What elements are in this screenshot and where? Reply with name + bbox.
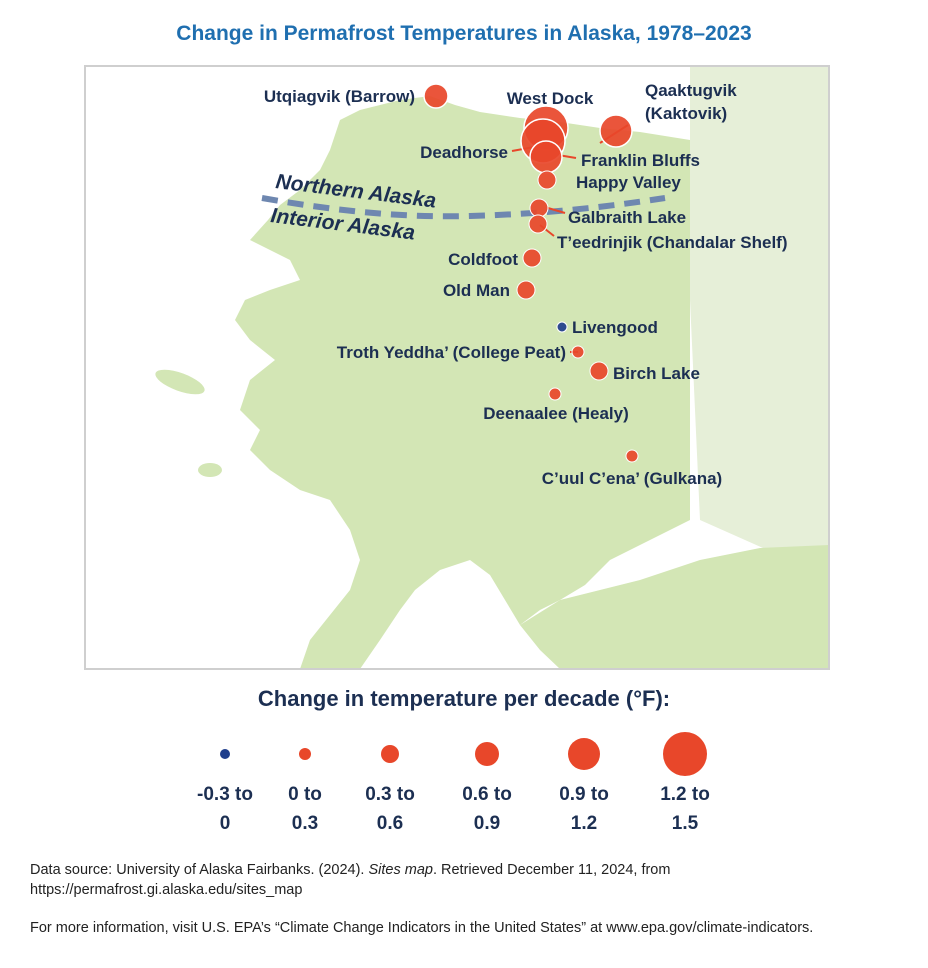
legend-label-bin-2-line1: 0.3 to bbox=[365, 784, 415, 805]
site-marker-galbraith-lake[interactable] bbox=[530, 199, 548, 217]
site-label-teedrinjik: T’eedrinjik (Chandalar Shelf) bbox=[557, 233, 788, 252]
legend-marker-bin-3 bbox=[475, 742, 499, 766]
more-info-note: For more information, visit U.S. EPA’s “Climate Change Indicators in the United States” at www.epa.gov/climate-indicators. bbox=[30, 920, 814, 936]
site-label-troth-yeddha: Troth Yeddha’ (College Peat) bbox=[336, 343, 566, 362]
site-marker-troth-yeddha[interactable] bbox=[572, 346, 584, 358]
source-title: Sites map bbox=[368, 862, 433, 878]
legend-label-bin-4-line1: 0.9 to bbox=[559, 784, 609, 805]
nunivak-island bbox=[198, 463, 222, 477]
legend-marker-bin-4 bbox=[568, 738, 600, 770]
canada-landmass bbox=[690, 66, 829, 570]
site-label-deenaalee: Deenaalee (Healy) bbox=[483, 404, 629, 423]
site-marker-birch-lake[interactable] bbox=[590, 362, 608, 380]
region-label-interior: Interior Alaska bbox=[269, 204, 417, 245]
site-label-qaaktugvik: Qaaktugvik bbox=[645, 81, 737, 100]
region-label-northern: Northern Alaska bbox=[274, 170, 438, 213]
site-marker-utqiagvik[interactable] bbox=[424, 84, 448, 108]
site-marker-franklin-bluffs[interactable] bbox=[530, 141, 562, 173]
source-url[interactable]: https://permafrost.gi.alaska.edu/sites_map bbox=[30, 882, 303, 898]
legend-label-bin-3-line2: 0.9 bbox=[473, 813, 501, 834]
site-label-west-dock: West Dock bbox=[506, 89, 594, 108]
site-marker-qaaktugvik[interactable] bbox=[600, 115, 632, 147]
legend-marker-bin-0 bbox=[220, 749, 230, 759]
legend-label-bin-0-line2: 0 bbox=[219, 813, 231, 834]
source-suffix: . Retrieved December 11, 2024, from bbox=[432, 862, 671, 878]
site-label-kaktovik: (Kaktovik) bbox=[645, 104, 728, 123]
data-source-note bbox=[30, 860, 910, 900]
legend-label-bin-4-line2: 1.2 bbox=[570, 813, 598, 834]
legend-marker-bin-2 bbox=[381, 745, 399, 763]
map-title: Change in Permafrost Temperatures in Alaska, 1978–2023 bbox=[176, 22, 752, 45]
site-label-cuul-cena: C’uul C’ena’ (Gulkana) bbox=[541, 469, 723, 488]
site-label-birch-lake: Birch Lake bbox=[613, 364, 700, 383]
legend-label-bin-1-line2: 0.3 bbox=[291, 813, 319, 834]
legend-marker-bin-1 bbox=[299, 748, 311, 760]
legend-title: Change in temperature per decade (°F): bbox=[257, 686, 671, 711]
size-legend bbox=[197, 732, 710, 834]
legend-label-bin-0-line1: -0.3 to bbox=[197, 784, 253, 805]
site-marker-teedrinjik[interactable] bbox=[529, 215, 547, 233]
site-marker-coldfoot[interactable] bbox=[523, 249, 541, 267]
legend-marker-bin-5 bbox=[663, 732, 707, 776]
legend-label-bin-5-line2: 1.5 bbox=[671, 813, 699, 834]
legend-label-bin-5-line1: 1.2 to bbox=[660, 784, 710, 805]
site-label-happy-valley: Happy Valley bbox=[576, 173, 681, 192]
legend-label-bin-3-line1: 0.6 to bbox=[462, 784, 512, 805]
site-label-utqiagvik: Utqiagvik (Barrow) bbox=[263, 87, 415, 106]
site-label-coldfoot: Coldfoot bbox=[448, 250, 518, 269]
legend-label-bin-2-line2: 0.6 bbox=[376, 813, 404, 834]
site-label-franklin-bluffs: Franklin Bluffs bbox=[581, 151, 701, 170]
site-label-livengood: Livengood bbox=[572, 318, 658, 337]
site-label-old-man: Old Man bbox=[442, 281, 510, 300]
site-label-galbraith-lake: Galbraith Lake bbox=[568, 208, 687, 227]
source-prefix: Data source: University of Alaska Fairbanks. (2024). bbox=[30, 862, 369, 878]
site-label-deadhorse: Deadhorse bbox=[420, 143, 508, 162]
site-marker-cuul-cena[interactable] bbox=[626, 450, 638, 462]
site-marker-happy-valley[interactable] bbox=[538, 171, 556, 189]
site-marker-old-man[interactable] bbox=[517, 281, 535, 299]
site-marker-deenaalee[interactable] bbox=[549, 388, 561, 400]
site-marker-livengood[interactable] bbox=[557, 322, 567, 332]
legend-label-bin-1-line1: 0 to bbox=[288, 784, 322, 805]
